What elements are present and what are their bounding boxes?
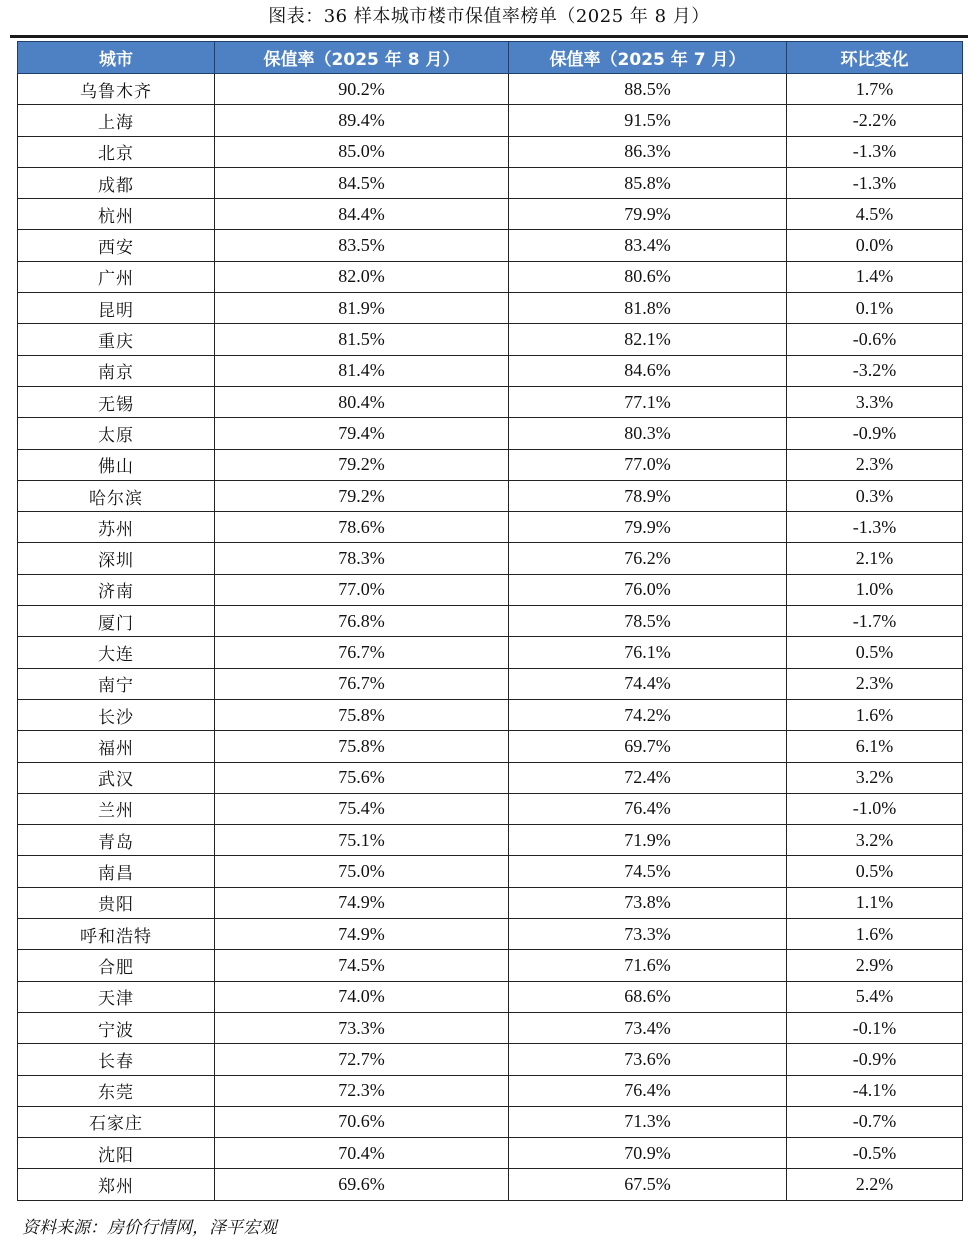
cell-rate-jul: 74.4% — [509, 668, 787, 699]
cell-mom-change: -0.5% — [787, 1138, 963, 1169]
cell-city: 宁波 — [18, 1012, 215, 1043]
cell-mom-change: 3.2% — [787, 762, 963, 793]
cell-rate-jul: 71.3% — [509, 1106, 787, 1137]
cell-mom-change: 4.5% — [787, 199, 963, 230]
cell-mom-change: 2.3% — [787, 449, 963, 480]
cell-mom-change: 0.3% — [787, 480, 963, 511]
cell-city: 济南 — [18, 574, 215, 605]
cell-city: 郑州 — [18, 1169, 215, 1200]
cell-city: 长沙 — [18, 699, 215, 730]
cell-mom-change: -0.9% — [787, 1044, 963, 1075]
cell-mom-change: 2.2% — [787, 1169, 963, 1200]
cell-rate-aug: 79.2% — [215, 449, 509, 480]
cell-mom-change: 0.0% — [787, 230, 963, 261]
cell-rate-jul: 91.5% — [509, 105, 787, 136]
header-rate-jul: 保值率（2025 年 7 月） — [509, 42, 787, 74]
cell-rate-jul: 73.6% — [509, 1044, 787, 1075]
table-row — [18, 1106, 963, 1137]
cell-rate-aug: 84.5% — [215, 167, 509, 198]
cell-city: 无锡 — [18, 386, 215, 417]
cell-rate-jul: 67.5% — [509, 1169, 787, 1200]
table-row — [18, 74, 963, 105]
cell-mom-change: 1.0% — [787, 574, 963, 605]
cell-rate-jul: 76.1% — [509, 637, 787, 668]
table-row — [18, 136, 963, 167]
table-row — [18, 167, 963, 198]
cell-rate-jul: 78.9% — [509, 480, 787, 511]
cell-city: 大连 — [18, 637, 215, 668]
cell-mom-change: -1.3% — [787, 136, 963, 167]
cell-city: 苏州 — [18, 512, 215, 543]
cell-mom-change: 2.1% — [787, 543, 963, 574]
cell-rate-aug: 80.4% — [215, 386, 509, 417]
table-row — [18, 1012, 963, 1043]
top-rule — [10, 35, 968, 38]
figure-title: 图表：36 样本城市楼市保值率榜单（2025 年 8 月） — [268, 6, 710, 27]
cell-city: 兰州 — [18, 793, 215, 824]
cell-mom-change: -1.7% — [787, 606, 963, 637]
cell-city: 贵阳 — [18, 887, 215, 918]
cell-rate-aug: 69.6% — [215, 1169, 509, 1200]
table-row — [18, 1138, 963, 1169]
cell-mom-change: 1.1% — [787, 887, 963, 918]
cell-rate-jul: 73.4% — [509, 1012, 787, 1043]
cell-rate-jul: 80.6% — [509, 261, 787, 292]
table-row — [18, 668, 963, 699]
cell-mom-change: 3.2% — [787, 825, 963, 856]
table-row — [18, 1075, 963, 1106]
table-row — [18, 386, 963, 417]
cell-rate-jul: 69.7% — [509, 731, 787, 762]
cell-rate-aug: 75.6% — [215, 762, 509, 793]
table-row — [18, 1169, 963, 1200]
cell-city: 厦门 — [18, 606, 215, 637]
cell-city: 武汉 — [18, 762, 215, 793]
cell-city: 沈阳 — [18, 1138, 215, 1169]
cell-mom-change: -2.2% — [787, 105, 963, 136]
table-row — [18, 574, 963, 605]
cell-rate-jul: 72.4% — [509, 762, 787, 793]
cell-city: 杭州 — [18, 199, 215, 230]
cell-rate-aug: 81.9% — [215, 293, 509, 324]
cell-rate-aug: 78.6% — [215, 512, 509, 543]
cell-city: 哈尔滨 — [18, 480, 215, 511]
source-note: 资料来源：房价行情网，泽平宏观 — [22, 1218, 277, 1238]
cell-rate-jul: 77.0% — [509, 449, 787, 480]
table-row — [18, 919, 963, 950]
table-row — [18, 355, 963, 386]
cell-mom-change: 6.1% — [787, 731, 963, 762]
cell-rate-aug: 77.0% — [215, 574, 509, 605]
cell-city: 青岛 — [18, 825, 215, 856]
cell-rate-aug: 79.4% — [215, 418, 509, 449]
cell-city: 呼和浩特 — [18, 919, 215, 950]
cell-rate-jul: 83.4% — [509, 230, 787, 261]
cell-city: 东莞 — [18, 1075, 215, 1106]
table-row — [18, 637, 963, 668]
cell-rate-jul: 79.9% — [509, 199, 787, 230]
cell-mom-change: 0.5% — [787, 637, 963, 668]
cell-rate-jul: 70.9% — [509, 1138, 787, 1169]
cell-city: 太原 — [18, 418, 215, 449]
cell-rate-aug: 84.4% — [215, 199, 509, 230]
cell-rate-jul: 86.3% — [509, 136, 787, 167]
table-row — [18, 606, 963, 637]
cell-rate-aug: 75.8% — [215, 699, 509, 730]
cell-rate-jul: 71.9% — [509, 825, 787, 856]
cell-rate-jul: 80.3% — [509, 418, 787, 449]
cell-city: 昆明 — [18, 293, 215, 324]
cell-rate-jul: 85.8% — [509, 167, 787, 198]
table-row — [18, 230, 963, 261]
cell-rate-aug: 72.3% — [215, 1075, 509, 1106]
table-row — [18, 856, 963, 887]
value-retention-table — [17, 41, 963, 1201]
cell-rate-aug: 76.7% — [215, 637, 509, 668]
cell-rate-jul: 88.5% — [509, 74, 787, 105]
cell-city: 石家庄 — [18, 1106, 215, 1137]
cell-rate-aug: 74.0% — [215, 981, 509, 1012]
cell-rate-aug: 70.6% — [215, 1106, 509, 1137]
cell-rate-jul: 81.8% — [509, 293, 787, 324]
cell-rate-jul: 73.8% — [509, 887, 787, 918]
cell-rate-aug: 74.5% — [215, 950, 509, 981]
cell-rate-aug: 75.0% — [215, 856, 509, 887]
cell-rate-aug: 75.8% — [215, 731, 509, 762]
cell-city: 西安 — [18, 230, 215, 261]
cell-rate-jul: 76.2% — [509, 543, 787, 574]
table-row — [18, 418, 963, 449]
cell-mom-change: -0.1% — [787, 1012, 963, 1043]
table-row — [18, 199, 963, 230]
table-row — [18, 105, 963, 136]
cell-mom-change: 2.3% — [787, 668, 963, 699]
cell-city: 南昌 — [18, 856, 215, 887]
cell-mom-change: -3.2% — [787, 355, 963, 386]
cell-city: 天津 — [18, 981, 215, 1012]
cell-city: 南宁 — [18, 668, 215, 699]
cell-mom-change: 5.4% — [787, 981, 963, 1012]
cell-mom-change: 0.5% — [787, 856, 963, 887]
table-row — [18, 293, 963, 324]
cell-rate-aug: 85.0% — [215, 136, 509, 167]
table-row — [18, 950, 963, 981]
cell-rate-jul: 74.2% — [509, 699, 787, 730]
cell-rate-jul: 73.3% — [509, 919, 787, 950]
cell-rate-jul: 76.4% — [509, 793, 787, 824]
cell-city: 南京 — [18, 355, 215, 386]
cell-mom-change: -0.7% — [787, 1106, 963, 1137]
cell-city: 深圳 — [18, 543, 215, 574]
cell-rate-aug: 75.4% — [215, 793, 509, 824]
table-row — [18, 731, 963, 762]
table-body — [18, 74, 963, 1201]
cell-mom-change: 1.4% — [787, 261, 963, 292]
cell-rate-aug: 78.3% — [215, 543, 509, 574]
cell-rate-aug: 90.2% — [215, 74, 509, 105]
table-row — [18, 887, 963, 918]
cell-rate-jul: 79.9% — [509, 512, 787, 543]
header-city: 城市 — [18, 42, 215, 74]
cell-rate-jul: 82.1% — [509, 324, 787, 355]
cell-city: 广州 — [18, 261, 215, 292]
cell-city: 佛山 — [18, 449, 215, 480]
table-row — [18, 793, 963, 824]
table-row — [18, 699, 963, 730]
cell-rate-jul: 77.1% — [509, 386, 787, 417]
cell-mom-change: 1.6% — [787, 699, 963, 730]
cell-city: 合肥 — [18, 950, 215, 981]
cell-rate-jul: 74.5% — [509, 856, 787, 887]
cell-mom-change: -1.0% — [787, 793, 963, 824]
cell-mom-change: -4.1% — [787, 1075, 963, 1106]
cell-mom-change: -0.9% — [787, 418, 963, 449]
cell-rate-aug: 73.3% — [215, 1012, 509, 1043]
cell-rate-aug: 82.0% — [215, 261, 509, 292]
cell-mom-change: 1.7% — [787, 74, 963, 105]
table-row — [18, 825, 963, 856]
cell-city: 长春 — [18, 1044, 215, 1075]
table-row — [18, 1044, 963, 1075]
header-rate-aug: 保值率（2025 年 8 月） — [215, 42, 509, 74]
cell-city: 重庆 — [18, 324, 215, 355]
table-row — [18, 324, 963, 355]
cell-mom-change: -0.6% — [787, 324, 963, 355]
cell-rate-aug: 74.9% — [215, 919, 509, 950]
table-row — [18, 261, 963, 292]
table-row — [18, 981, 963, 1012]
cell-city: 上海 — [18, 105, 215, 136]
cell-rate-aug: 89.4% — [215, 105, 509, 136]
cell-rate-jul: 71.6% — [509, 950, 787, 981]
cell-mom-change: 2.9% — [787, 950, 963, 981]
cell-mom-change: -1.3% — [787, 167, 963, 198]
cell-rate-jul: 68.6% — [509, 981, 787, 1012]
cell-rate-aug: 81.5% — [215, 324, 509, 355]
cell-rate-jul: 84.6% — [509, 355, 787, 386]
table-header-row — [18, 42, 963, 74]
cell-rate-jul: 76.0% — [509, 574, 787, 605]
cell-rate-aug: 74.9% — [215, 887, 509, 918]
cell-city: 北京 — [18, 136, 215, 167]
table-row — [18, 543, 963, 574]
cell-city: 成都 — [18, 167, 215, 198]
table-row — [18, 480, 963, 511]
cell-mom-change: -1.3% — [787, 512, 963, 543]
table-row — [18, 449, 963, 480]
cell-rate-aug: 72.7% — [215, 1044, 509, 1075]
cell-rate-aug: 81.4% — [215, 355, 509, 386]
cell-rate-aug: 70.4% — [215, 1138, 509, 1169]
cell-rate-aug: 75.1% — [215, 825, 509, 856]
cell-rate-jul: 76.4% — [509, 1075, 787, 1106]
cell-mom-change: 1.6% — [787, 919, 963, 950]
cell-city: 乌鲁木齐 — [18, 74, 215, 105]
cell-mom-change: 3.3% — [787, 386, 963, 417]
cell-rate-aug: 79.2% — [215, 480, 509, 511]
cell-rate-aug: 83.5% — [215, 230, 509, 261]
cell-rate-aug: 76.8% — [215, 606, 509, 637]
table-row — [18, 512, 963, 543]
cell-rate-aug: 76.7% — [215, 668, 509, 699]
table-row — [18, 762, 963, 793]
cell-city: 福州 — [18, 731, 215, 762]
header-mom-change: 环比变化 — [787, 42, 963, 74]
cell-mom-change: 0.1% — [787, 293, 963, 324]
cell-rate-jul: 78.5% — [509, 606, 787, 637]
